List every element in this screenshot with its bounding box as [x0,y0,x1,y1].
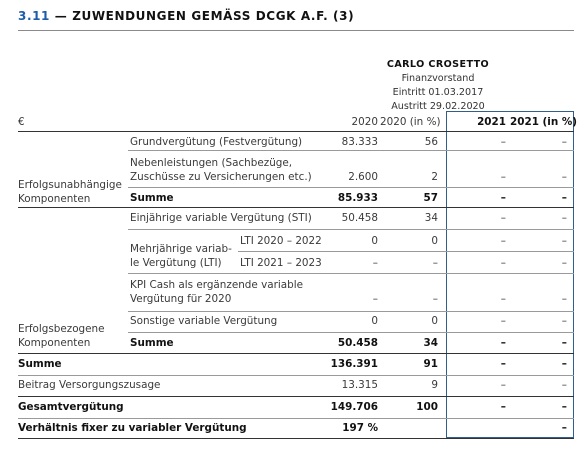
cell-2021-pct: – [561,235,567,247]
row-label-nebenleistungen-1: Nebenleistungen (Sachbezüge, [130,157,293,169]
row-rule [128,187,574,188]
cell-2020-pct: 9 [431,379,438,391]
row-label-summe-fix: Summe [130,192,174,204]
cell-2020-pct: 100 [416,401,438,413]
col-header-2021-pct: 2021 (in %) [510,116,578,128]
cell-2021-pct: – [561,136,567,148]
cell-2021-pct: – [561,337,567,349]
section-rule [18,353,574,354]
cell-2021-pct: – [561,192,567,204]
cell-2021: – [500,315,506,327]
cell-2020: 50.458 [341,212,378,224]
currency-header: € [18,116,25,128]
cell-2021: – [500,293,506,305]
cell-2021: – [500,212,506,224]
cell-2020-pct: 2 [431,171,438,183]
cell-2021: – [500,136,506,148]
cell-2020-pct: – [432,257,438,269]
cell-2020-pct: – [432,293,438,305]
cell-2020: 0 [371,315,378,327]
cell-2020: – [372,257,378,269]
section-rule [18,207,574,208]
cell-2021-pct: – [561,422,567,434]
cell-2021: – [500,171,506,183]
table-title [18,9,354,23]
row-label-kpi-cash-2: Vergütung für 2020 [130,293,232,305]
cell-2021-pct: – [561,315,567,327]
cell-2020: 197 % [342,422,378,434]
row-label-nebenleistungen-2: Zuschüsse zu Versicherungen etc.) [130,171,312,183]
cell-2020: 136.391 [330,358,378,370]
cell-2021: – [500,379,506,391]
table-number: 3.11 [18,9,51,23]
row-label-summe-gesamt: Summe [18,358,62,370]
cell-2020-pct: 57 [423,192,438,204]
row-rule [128,273,574,274]
group-label-bezogen-2: Komponenten [18,337,91,349]
cell-2020-pct: 56 [424,136,438,148]
cell-2021: – [500,192,506,204]
cell-2021: – [500,401,506,413]
cell-2020-pct: 0 [431,235,438,247]
cell-2021-pct: – [561,379,567,391]
row-label-summe-variabel: Summe [130,337,174,349]
title-text: ZUWENDUNGEN GEMÄSS DCGK A.F. (3) [72,9,355,23]
cell-2021-pct: – [561,171,567,183]
group-label-unabhaengig-1: Erfolgsunabhängige [18,179,122,191]
title-separator: — [54,9,68,23]
cell-2020-pct: 34 [423,337,438,349]
row-label-gesamtverguetung: Gesamtvergütung [18,401,124,413]
cell-2020: 83.333 [341,136,378,148]
col-header-2021: 2021 [477,116,506,128]
person-name: CARLO CROSETTO [386,59,490,70]
person-header [343,58,533,114]
row-label-lti-1: Mehrjährige variab- [130,243,232,255]
row-rule [128,229,574,230]
section-rule [18,396,574,397]
row-label-grundverguetung: Grundvergütung (Festvergütung) [130,136,303,148]
row-label-verhaeltnis: Verhältnis fixer zu variabler Vergütung [18,422,247,434]
group-label-bezogen-1: Erfolgsbezogene [18,323,105,335]
group-label-unabhaengig-2: Komponenten [18,193,91,205]
cell-2021: – [500,235,506,247]
row-rule [128,150,574,151]
cell-2020-pct: 91 [423,358,438,370]
cell-2021: – [500,337,506,349]
col-header-2020-pct: 2020 (in %) [380,116,441,128]
cell-2020: 149.706 [330,401,378,413]
cell-2021: – [500,358,506,370]
person-role: Finanzvorstand [401,73,475,84]
cell-2021: – [500,257,506,269]
cell-2021-pct: – [561,257,567,269]
row-label-kpi-cash-1: KPI Cash als ergänzende variable [130,279,304,291]
cell-2020-pct: 34 [424,212,438,224]
cell-2021-pct: – [561,401,567,413]
title-divider [18,30,574,31]
header-rule [18,131,574,132]
row-label-sti: Einjährige variable Vergütung (STI) [130,212,312,224]
cell-2020: 85.933 [337,192,378,204]
row-rule [18,375,574,376]
cell-2021-pct: – [561,212,567,224]
row-rule [18,418,574,419]
row-rule [238,251,574,252]
row-label-lti-2020-2022: LTI 2020 – 2022 [240,235,322,247]
cell-2020-pct: 0 [431,315,438,327]
cell-2021-pct: – [561,358,567,370]
person-entry: Eintritt 01.03.2017 [392,87,484,98]
cell-2020: 0 [371,235,378,247]
person-exit: Austritt 29.02.2020 [391,101,485,112]
cell-2020: 2.600 [348,171,378,183]
cell-2020: – [372,293,378,305]
row-label-lti-2: le Vergütung (LTI) [130,257,222,269]
row-label-sonstige: Sonstige variable Vergütung [130,315,278,327]
col-header-2020: 2020 [351,116,378,128]
row-label-lti-2021-2023: LTI 2021 – 2023 [240,257,322,269]
bottom-rule [18,438,574,439]
cell-2021-pct: – [561,293,567,305]
cell-2020: 50.458 [337,337,378,349]
cell-2020: 13.315 [341,379,378,391]
row-label-versorgungszusage: Beitrag Versorgungszusage [18,379,161,391]
row-rule [128,332,574,333]
row-rule [128,311,574,312]
